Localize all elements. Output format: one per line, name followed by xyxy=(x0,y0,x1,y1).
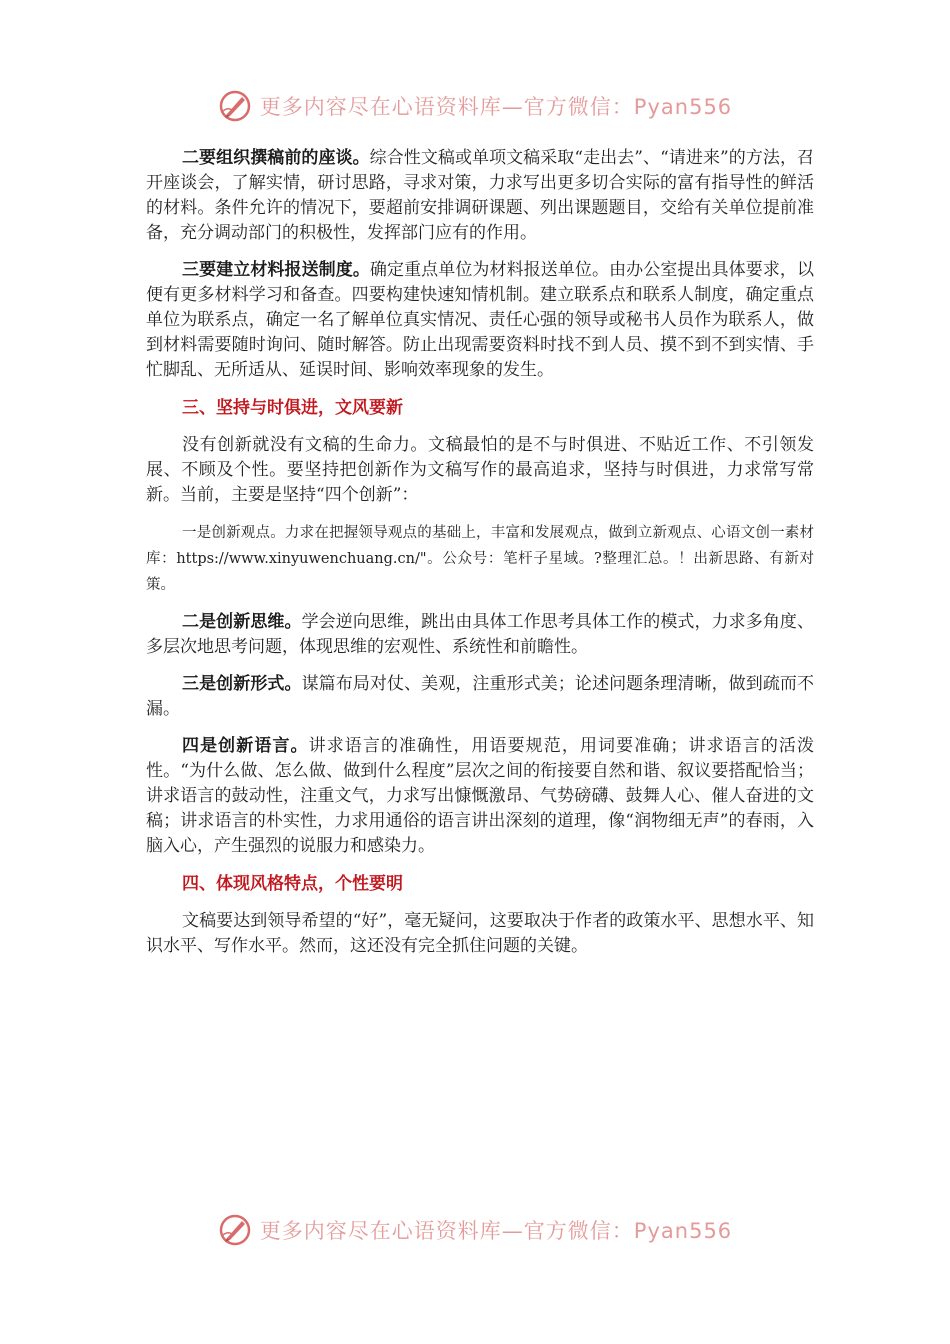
footer-banner xyxy=(0,1210,950,1250)
header-banner xyxy=(0,86,950,126)
paragraph: 没有创新就没有文稿的生命力。文稿最怕的是不与时俱进、不贴近工作、不引领发展、不顾及个性。要坚持把创新作为文稿写作的最高追求，坚持与时俱进，力求常写常新。当前，主要是坚持“四个创新”： xyxy=(146,435,814,505)
paragraph-text: 讲求语言的准确性，用语要规范，用词要准确；讲求语言的活泼性。“为什么做、怎么做、做到什么程度”层次之间的衔接要自然和谐、叙议要搭配恰当；讲求语言的鼓动性，注重文气，力求写出慷慨激昂、气势磅礴、鼓舞人心、催人奋进的文稿；讲求语言的朴实性，力求用通俗的语言讲出深刻的道理，像“润物细无声”的春雨，入脑入心，产生强烈的说服力和感染力。 xyxy=(146,736,815,856)
pen-logo-icon xyxy=(218,1213,252,1247)
paragraph-text: 综合性文稿或单项文稿采取“走出去”、“请进来”的方法，召开座谈会，了解实情，研讨思路，寻求对策，力求写出更多切合实际的富有指导性的鲜活的材料。条件允许的情况下，要超前安排调研课题、列出课题题目，交给有关单位提前准备，充分调动部门的积极性，发挥部门应有的作用。 xyxy=(146,148,815,243)
paragraph-text: 学会逆向思维，跳出由具体工作思考具体工作的模式，力求多角度、多层次地思考问题，体现思维的宏观性、系统性和前瞻性。 xyxy=(146,612,815,657)
paragraph xyxy=(146,610,814,660)
document-body xyxy=(146,146,814,971)
banner-text: 更多内容尽在心语资料库—官方微信：Pyan556 xyxy=(259,95,733,119)
paragraph-lead: 三要建立材料报送制度。 xyxy=(182,260,370,280)
paragraph xyxy=(146,146,814,246)
section-heading: 四、体现风格特点，个性要明 xyxy=(182,874,403,894)
paragraph-lead: 二是创新思维。 xyxy=(182,612,302,632)
paragraph-text: 谋篇布局对仗、美观，注重形式美；论述问题条理清晰，做到疏而不漏。 xyxy=(146,674,815,719)
paragraph-lead: 二要组织撰稿前的座谈。 xyxy=(182,148,370,168)
paragraph: 文稿要达到领导希望的“好”，毫无疑问，这要取决于作者的政策水平、思想水平、知识水平、写作水平。然而，这还没有完全抓住问题的关键。 xyxy=(146,911,814,956)
paragraph-lead: 四是创新语言。 xyxy=(182,736,309,756)
banner-text: 更多内容尽在心语资料库—官方微信：Pyan556 xyxy=(259,1219,733,1243)
paragraph: 一是创新观点。力求在把握领导观点的基础上，丰富和发展观点，做到立新观点、心语文创一素材库：https://www.xinyuwenchuang.cn/"。公众号：笔杆子星域。?整理汇总。！出新思路、有新对策。 xyxy=(146,525,814,593)
paragraph-text: 确定重点单位为材料报送单位。由办公室提出具体要求，以便有更多材料学习和备查。四要构建快速知情机制。建立联系点和联系人制度，确定重点单位为联系点，确定一名了解单位真实情况、责任心强的领导或秘书人员作为联系人，做到材料需要随时询问、随时解答。防止出现需要资料时找不到人员、摸不到不到实情、手忙脚乱、无所适从、延误时间、影响效率现象的发生。 xyxy=(146,260,815,380)
paragraph xyxy=(146,672,814,722)
paragraph-lead: 三是创新形式。 xyxy=(182,674,302,694)
pen-logo-icon xyxy=(218,89,252,123)
paragraph xyxy=(146,258,814,383)
section-heading: 三、坚持与时俱进，文风要新 xyxy=(182,398,403,418)
paragraph xyxy=(146,734,814,859)
